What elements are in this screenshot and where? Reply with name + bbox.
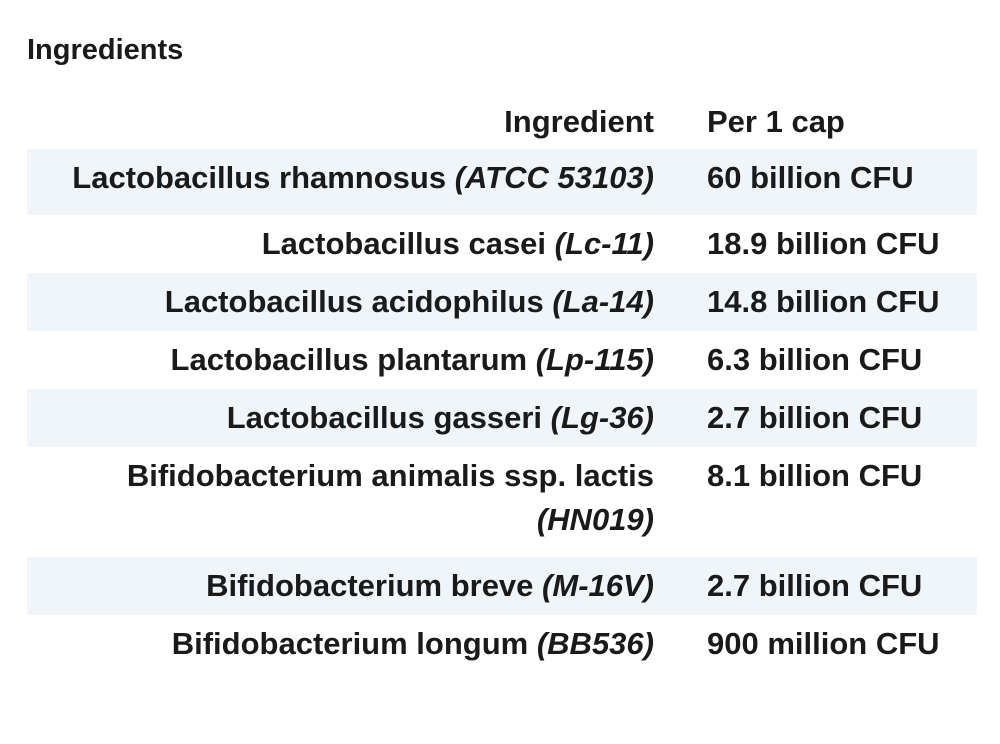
table-header-row bbox=[27, 95, 977, 149]
table-row bbox=[27, 149, 977, 215]
amount-cell: 2.7 billion CFU bbox=[654, 557, 977, 615]
amount-cell: 900 million CFU bbox=[707, 626, 940, 661]
amount-column-header: Per 1 cap bbox=[707, 104, 845, 139]
ingredient-name: Lactobacillus plantarum bbox=[170, 342, 528, 377]
ingredient-cell bbox=[27, 149, 654, 215]
table-row bbox=[27, 557, 977, 615]
ingredient-strain: (La-14) bbox=[552, 284, 654, 319]
amount-cell: 6.3 billion CFU bbox=[707, 342, 923, 377]
table-row bbox=[27, 615, 977, 673]
section-title: Ingredients bbox=[27, 34, 184, 66]
ingredient-name: Lactobacillus casei bbox=[261, 226, 547, 261]
ingredient-name: Bifidobacterium longum bbox=[171, 626, 529, 661]
ingredient-strain: (BB536) bbox=[536, 626, 654, 661]
ingredient-name: Lactobacillus acidophilus bbox=[164, 284, 544, 319]
ingredient-strain: (Lg-36) bbox=[550, 400, 654, 435]
ingredient-cell bbox=[27, 389, 654, 447]
ingredient-strain: (M-16V) bbox=[542, 568, 654, 603]
table-row bbox=[27, 273, 977, 331]
ingredient-cell bbox=[27, 273, 654, 331]
ingredient-cell bbox=[27, 557, 654, 615]
table-row bbox=[27, 389, 977, 447]
ingredient-name: Bifidobacterium breve bbox=[206, 568, 534, 603]
ingredient-strain: (Lp-115) bbox=[535, 342, 654, 377]
ingredient-cell bbox=[27, 215, 654, 273]
amount-cell: 2.7 billion CFU bbox=[654, 389, 977, 447]
ingredient-cell bbox=[27, 331, 654, 389]
ingredient-name: Bifidobacterium animalis ssp. lactis bbox=[126, 458, 654, 493]
table-row bbox=[27, 215, 977, 273]
amount-cell: 8.1 billion CFU bbox=[707, 458, 923, 493]
amount-cell: 14.8 billion CFU bbox=[654, 273, 977, 331]
ingredient-column-header: Ingredient bbox=[504, 104, 654, 139]
ingredient-strain: (ATCC 53103) bbox=[454, 160, 654, 195]
ingredient-name: Lactobacillus gasseri bbox=[226, 400, 543, 435]
ingredient-name: Lactobacillus rhamnosus bbox=[72, 160, 447, 195]
ingredient-strain: (Lc-11) bbox=[554, 226, 654, 261]
ingredient-cell bbox=[27, 615, 654, 673]
ingredient-cell bbox=[27, 447, 654, 557]
ingredients-table bbox=[27, 95, 977, 673]
table-row bbox=[27, 331, 977, 389]
ingredient-strain: (HN019) bbox=[536, 502, 654, 537]
table-row bbox=[27, 447, 977, 557]
amount-cell: 18.9 billion CFU bbox=[707, 226, 940, 261]
amount-cell: 60 billion CFU bbox=[654, 149, 977, 215]
